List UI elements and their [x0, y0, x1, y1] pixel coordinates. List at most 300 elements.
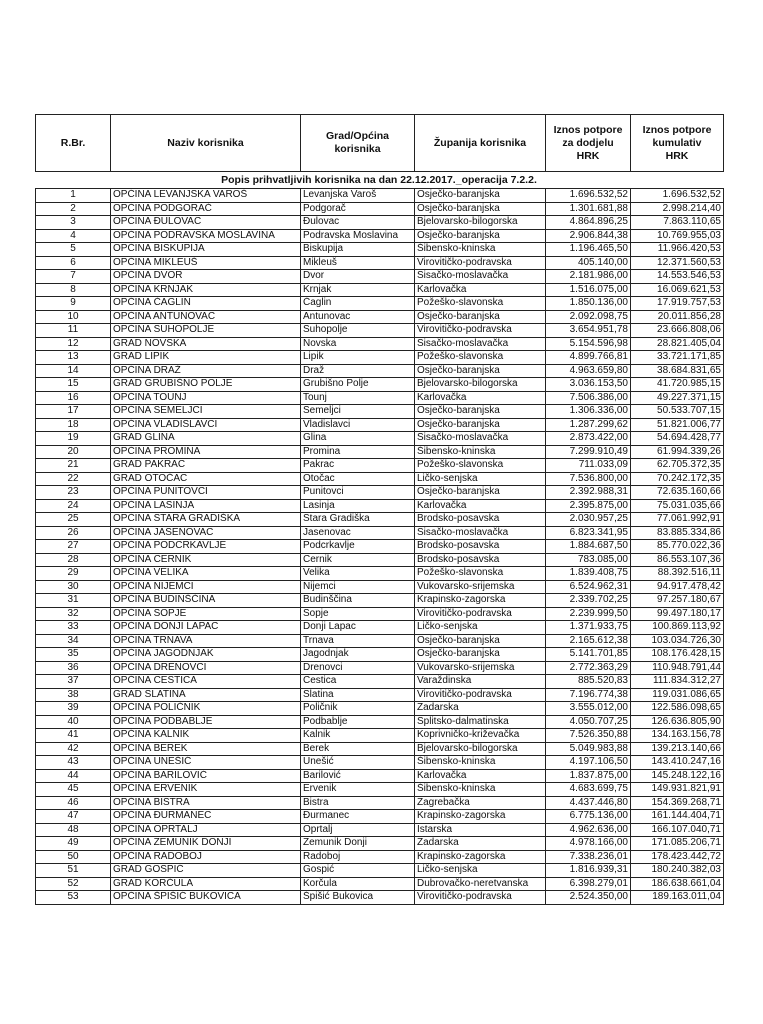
support-amount: 4.899.766,81	[546, 351, 631, 365]
beneficiary-name: OPĆINA NIJEMCI	[111, 580, 301, 594]
support-amount: 2.239.999,50	[546, 607, 631, 621]
header-kumulativ	[631, 115, 724, 172]
municipality: Bistra	[301, 796, 415, 810]
support-amount: 5.154.596,98	[546, 337, 631, 351]
cumulative-amount: 33.721.171,85	[631, 351, 724, 365]
row-number: 51	[36, 864, 111, 878]
row-number: 8	[36, 283, 111, 297]
beneficiary-name: OPĆINA SOPJE	[111, 607, 301, 621]
county: Karlovačka	[415, 391, 546, 405]
county: Osječko-baranjska	[415, 364, 546, 378]
header-iznos-line1: Iznos potpore	[553, 123, 623, 136]
row-number: 41	[36, 729, 111, 743]
row-number: 5	[36, 243, 111, 257]
beneficiary-name: OPĆINA LEVANJSKA VAROŠ	[111, 189, 301, 203]
municipality: Korčula	[301, 877, 415, 891]
county: Zagrebačka	[415, 796, 546, 810]
cumulative-amount: 186.638.661,04	[631, 877, 724, 891]
support-amount: 6.398.279,01	[546, 877, 631, 891]
municipality: Drenovci	[301, 661, 415, 675]
table-row	[36, 891, 724, 905]
support-amount: 4.050.707,25	[546, 715, 631, 729]
row-number: 25	[36, 513, 111, 527]
cumulative-amount: 145.248.122,16	[631, 769, 724, 783]
row-number: 35	[36, 648, 111, 662]
row-number: 15	[36, 378, 111, 392]
table-row	[36, 364, 724, 378]
county: Karlovačka	[415, 283, 546, 297]
table-row	[36, 526, 724, 540]
row-number: 18	[36, 418, 111, 432]
row-number: 24	[36, 499, 111, 513]
municipality: Stara Gradiška	[301, 513, 415, 527]
cumulative-amount: 61.994.339,26	[631, 445, 724, 459]
municipality: Pakrac	[301, 459, 415, 473]
table-row	[36, 324, 724, 338]
header-rbr: R.Br.	[36, 115, 111, 172]
support-amount: 1.884.687,50	[546, 540, 631, 554]
table-row	[36, 283, 724, 297]
cumulative-amount: 97.257.180,67	[631, 594, 724, 608]
table-row	[36, 823, 724, 837]
municipality: Velika	[301, 567, 415, 581]
cumulative-amount: 1.696.532,52	[631, 189, 724, 203]
table-row	[36, 580, 724, 594]
county: Osječko-baranjska	[415, 405, 546, 419]
row-number: 52	[36, 877, 111, 891]
beneficiary-name: GRAD NOVSKA	[111, 337, 301, 351]
cumulative-amount: 62.705.372,35	[631, 459, 724, 473]
beneficiary-name: GRAD KORČULA	[111, 877, 301, 891]
support-amount: 6.823.341,95	[546, 526, 631, 540]
beneficiary-name: OPĆINA VLADISLAVCI	[111, 418, 301, 432]
beneficiary-name: OPĆINA POLIČNIK	[111, 702, 301, 716]
beneficiary-name: OPĆINA PODBABLJE	[111, 715, 301, 729]
municipality: Promina	[301, 445, 415, 459]
header-iznos	[546, 115, 631, 172]
row-number: 49	[36, 837, 111, 851]
beneficiary-name: GRAD GOSPIĆ	[111, 864, 301, 878]
county: Koprivničko-križevačka	[415, 729, 546, 743]
support-amount: 3.555.012,00	[546, 702, 631, 716]
county: Ličko-senjska	[415, 864, 546, 878]
row-number: 45	[36, 783, 111, 797]
cumulative-amount: 12.371.560,53	[631, 256, 724, 270]
row-number: 10	[36, 310, 111, 324]
row-number: 53	[36, 891, 111, 905]
row-number: 21	[36, 459, 111, 473]
table-row	[36, 769, 724, 783]
support-amount: 7.506.386,00	[546, 391, 631, 405]
table-row	[36, 661, 724, 675]
municipality: Cestica	[301, 675, 415, 689]
table-row	[36, 243, 724, 257]
cumulative-amount: 38.684.831,65	[631, 364, 724, 378]
table-row	[36, 432, 724, 446]
beneficiary-name: OPĆINA SUHOPOLJE	[111, 324, 301, 338]
county: Požeško-slavonska	[415, 567, 546, 581]
cumulative-amount: 161.144.404,71	[631, 810, 724, 824]
table-row	[36, 540, 724, 554]
row-number: 47	[36, 810, 111, 824]
municipality: Antunovac	[301, 310, 415, 324]
support-amount: 1.839.408,75	[546, 567, 631, 581]
table-row	[36, 850, 724, 864]
cumulative-amount: 28.821.405,04	[631, 337, 724, 351]
cumulative-amount: 134.163.156,78	[631, 729, 724, 743]
municipality: Slatina	[301, 688, 415, 702]
municipality: Cernik	[301, 553, 415, 567]
municipality: Berek	[301, 742, 415, 756]
row-number: 42	[36, 742, 111, 756]
county: Požeško-slavonska	[415, 297, 546, 311]
cumulative-amount: 122.586.098,65	[631, 702, 724, 716]
table-row	[36, 877, 724, 891]
support-amount: 1.301.681,88	[546, 202, 631, 216]
support-amount: 405.140,00	[546, 256, 631, 270]
row-number: 50	[36, 850, 111, 864]
row-number: 14	[36, 364, 111, 378]
header-grad-line1: Grad/Općina	[325, 130, 389, 142]
beneficiary-name: OPĆINA BEREK	[111, 742, 301, 756]
table-row	[36, 837, 724, 851]
municipality: Ervenik	[301, 783, 415, 797]
table-row	[36, 513, 724, 527]
row-number: 37	[36, 675, 111, 689]
cumulative-amount: 139.213.140,66	[631, 742, 724, 756]
municipality: Radoboj	[301, 850, 415, 864]
table-row	[36, 391, 724, 405]
cumulative-amount: 126.636.805,90	[631, 715, 724, 729]
municipality: Biskupija	[301, 243, 415, 257]
county: Krapinsko-zagorska	[415, 594, 546, 608]
beneficiary-name: GRAD PAKRAC	[111, 459, 301, 473]
support-amount: 4.963.659,80	[546, 364, 631, 378]
support-amount: 1.196.465,50	[546, 243, 631, 257]
cumulative-amount: 103.034.726,30	[631, 634, 724, 648]
municipality: Jasenovac	[301, 526, 415, 540]
cumulative-amount: 99.497.180,17	[631, 607, 724, 621]
table-row	[36, 742, 724, 756]
table-row	[36, 459, 724, 473]
municipality: Špišić Bukovica	[301, 891, 415, 905]
municipality: Donji Lapac	[301, 621, 415, 635]
table-row	[36, 270, 724, 284]
row-number: 28	[36, 553, 111, 567]
beneficiary-name: OPĆINA ZEMUNIK DONJI	[111, 837, 301, 851]
cumulative-amount: 108.176.428,15	[631, 648, 724, 662]
table-row	[36, 202, 724, 216]
municipality: Nijemci	[301, 580, 415, 594]
beneficiary-name: OPĆINA TRNAVA	[111, 634, 301, 648]
table-row	[36, 216, 724, 230]
county: Šibensko-kninska	[415, 756, 546, 770]
cumulative-amount: 86.553.107,36	[631, 553, 724, 567]
row-number: 36	[36, 661, 111, 675]
beneficiary-name: OPĆINA OPRTALJ	[111, 823, 301, 837]
county: Osječko-baranjska	[415, 418, 546, 432]
cumulative-amount: 70.242.172,35	[631, 472, 724, 486]
table-row	[36, 621, 724, 635]
support-amount: 1.837.875,00	[546, 769, 631, 783]
beneficiary-name: OPĆINA PUNITOVCI	[111, 486, 301, 500]
cumulative-amount: 143.410.247,16	[631, 756, 724, 770]
row-number: 6	[36, 256, 111, 270]
beneficiary-name: OPĆINA KRNJAK	[111, 283, 301, 297]
support-amount: 1.816.939,31	[546, 864, 631, 878]
support-amount: 2.030.957,25	[546, 513, 631, 527]
row-number: 26	[36, 526, 111, 540]
municipality: Barilović	[301, 769, 415, 783]
support-amount: 6.775.136,00	[546, 810, 631, 824]
municipality: Tounj	[301, 391, 415, 405]
support-amount: 2.395.875,00	[546, 499, 631, 513]
beneficiary-name: OPĆINA MIKLEUŠ	[111, 256, 301, 270]
cumulative-amount: 154.369.268,71	[631, 796, 724, 810]
cumulative-amount: 23.666.808,06	[631, 324, 724, 338]
table-row	[36, 351, 724, 365]
support-amount: 2.165.612,38	[546, 634, 631, 648]
municipality: Podcrkavlje	[301, 540, 415, 554]
county: Požeško-slavonska	[415, 351, 546, 365]
row-number: 27	[36, 540, 111, 554]
row-number: 13	[36, 351, 111, 365]
cumulative-amount: 16.069.621,53	[631, 283, 724, 297]
table-row	[36, 337, 724, 351]
municipality: Trnava	[301, 634, 415, 648]
municipality: Semeljci	[301, 405, 415, 419]
table-row	[36, 810, 724, 824]
county: Požeško-slavonska	[415, 459, 546, 473]
cumulative-amount: 20.011.856,28	[631, 310, 724, 324]
county: Zadarska	[415, 702, 546, 716]
municipality: Glina	[301, 432, 415, 446]
county: Osječko-baranjska	[415, 229, 546, 243]
cumulative-amount: 75.031.035,66	[631, 499, 724, 513]
municipality: Podgorač	[301, 202, 415, 216]
row-number: 11	[36, 324, 111, 338]
row-number: 12	[36, 337, 111, 351]
beneficiary-name: GRAD GLINA	[111, 432, 301, 446]
municipality: Podbablje	[301, 715, 415, 729]
table-row	[36, 553, 724, 567]
header-kum-line3: HRK	[665, 149, 689, 162]
support-amount: 1.696.532,52	[546, 189, 631, 203]
county: Osječko-baranjska	[415, 189, 546, 203]
table-row	[36, 445, 724, 459]
beneficiary-name: OPĆINA BUDINŠČINA	[111, 594, 301, 608]
row-number: 3	[36, 216, 111, 230]
cumulative-amount: 85.770.022,36	[631, 540, 724, 554]
support-amount: 2.772.363,29	[546, 661, 631, 675]
cumulative-amount: 166.107.040,71	[631, 823, 724, 837]
county: Virovitičko-podravska	[415, 256, 546, 270]
support-amount: 711.033,09	[546, 459, 631, 473]
row-number: 4	[36, 229, 111, 243]
row-number: 19	[36, 432, 111, 446]
county: Osječko-baranjska	[415, 310, 546, 324]
row-number: 44	[36, 769, 111, 783]
table-row	[36, 648, 724, 662]
beneficiary-name: OPĆINA ĐULOVAC	[111, 216, 301, 230]
municipality: Podravska Moslavina	[301, 229, 415, 243]
table-row	[36, 297, 724, 311]
beneficiary-name: OPĆINA TOUNJ	[111, 391, 301, 405]
table-row	[36, 675, 724, 689]
county: Istarska	[415, 823, 546, 837]
municipality: Đurmanec	[301, 810, 415, 824]
municipality: Kalnik	[301, 729, 415, 743]
county: Krapinsko-zagorska	[415, 810, 546, 824]
table-row	[36, 405, 724, 419]
row-number: 29	[36, 567, 111, 581]
beneficiary-name: OPĆINA CERNIK	[111, 553, 301, 567]
header-iznos-line2: za dodjelu	[562, 136, 614, 149]
support-amount: 2.339.702,25	[546, 594, 631, 608]
municipality: Lipik	[301, 351, 415, 365]
table-row	[36, 472, 724, 486]
beneficiary-name: OPĆINA ČAGLIN	[111, 297, 301, 311]
county: Brodsko-posavska	[415, 513, 546, 527]
county: Virovitičko-podravska	[415, 607, 546, 621]
support-amount: 7.526.350,88	[546, 729, 631, 743]
table-row	[36, 796, 724, 810]
support-amount: 2.873.422,00	[546, 432, 631, 446]
table-title: Popis prihvatljivih korisnika na dan 22.12.2017._operacija 7.2.2.	[221, 174, 537, 186]
municipality: Đulovac	[301, 216, 415, 230]
support-amount: 7.338.236,01	[546, 850, 631, 864]
table-row	[36, 256, 724, 270]
header-kum-line1: Iznos potpore	[642, 123, 712, 136]
header-naziv: Naziv korisnika	[111, 115, 301, 172]
cumulative-amount: 50.533.707,15	[631, 405, 724, 419]
beneficiary-name: OPĆINA ANTUNOVAC	[111, 310, 301, 324]
municipality: Krnjak	[301, 283, 415, 297]
row-number: 39	[36, 702, 111, 716]
header-grad-line2: korisnika	[334, 143, 381, 155]
row-number: 33	[36, 621, 111, 635]
table-row	[36, 783, 724, 797]
county: Sisačko-moslavačka	[415, 432, 546, 446]
row-number: 34	[36, 634, 111, 648]
county: Brodsko-posavska	[415, 540, 546, 554]
cumulative-amount: 178.423.442,72	[631, 850, 724, 864]
county: Bjelovarsko-bilogorska	[415, 216, 546, 230]
county: Virovitičko-podravska	[415, 688, 546, 702]
municipality: Jagodnjak	[301, 648, 415, 662]
beneficiary-name: GRAD GRUBIŠNO POLJE	[111, 378, 301, 392]
county: Osječko-baranjska	[415, 202, 546, 216]
cumulative-amount: 171.085.206,71	[631, 837, 724, 851]
row-number: 48	[36, 823, 111, 837]
beneficiary-name: OPĆINA RADOBOJ	[111, 850, 301, 864]
municipality: Poličnik	[301, 702, 415, 716]
county: Sisačko-moslavačka	[415, 270, 546, 284]
cumulative-amount: 110.948.791,44	[631, 661, 724, 675]
table-row	[36, 729, 724, 743]
beneficiary-name: OPĆINA DVOR	[111, 270, 301, 284]
municipality: Lasinja	[301, 499, 415, 513]
support-amount: 4.978.166,00	[546, 837, 631, 851]
beneficiary-name: OPĆINA SEMELJCI	[111, 405, 301, 419]
support-amount: 1.850.136,00	[546, 297, 631, 311]
municipality: Levanjska Varoš	[301, 189, 415, 203]
beneficiary-name: OPĆINA BISTRA	[111, 796, 301, 810]
support-amount: 885.520,83	[546, 675, 631, 689]
table-row	[36, 189, 724, 203]
support-amount: 4.864.896,25	[546, 216, 631, 230]
support-amount: 7.299.910,49	[546, 445, 631, 459]
header-zupanija: Županija korisnika	[415, 115, 546, 172]
support-amount: 1.371.933,75	[546, 621, 631, 635]
table-row	[36, 418, 724, 432]
county: Ličko-senjska	[415, 621, 546, 635]
cumulative-amount: 189.163.011,04	[631, 891, 724, 905]
cumulative-amount: 17.919.757,53	[631, 297, 724, 311]
county: Virovitičko-podravska	[415, 324, 546, 338]
beneficiary-name: OPĆINA DRAŽ	[111, 364, 301, 378]
beneficiary-name: OPĆINA UNEŠIĆ	[111, 756, 301, 770]
table-row	[36, 756, 724, 770]
support-amount: 5.141.701,85	[546, 648, 631, 662]
county: Šibensko-kninska	[415, 783, 546, 797]
municipality: Suhopolje	[301, 324, 415, 338]
support-amount: 1.516.075,00	[546, 283, 631, 297]
support-amount: 2.392.988,31	[546, 486, 631, 500]
beneficiary-name: OPĆINA PROMINA	[111, 445, 301, 459]
table-row	[36, 229, 724, 243]
beneficiary-name: GRAD LIPIK	[111, 351, 301, 365]
municipality: Mikleuš	[301, 256, 415, 270]
cumulative-amount: 51.821.006,77	[631, 418, 724, 432]
municipality: Unešić	[301, 756, 415, 770]
support-amount: 4.683.699,75	[546, 783, 631, 797]
cumulative-amount: 2.998.214,40	[631, 202, 724, 216]
county: Karlovačka	[415, 769, 546, 783]
cumulative-amount: 83.885.334,86	[631, 526, 724, 540]
county: Bjelovarsko-bilogorska	[415, 378, 546, 392]
support-amount: 7.536.800,00	[546, 472, 631, 486]
cumulative-amount: 180.240.382,03	[631, 864, 724, 878]
row-number: 32	[36, 607, 111, 621]
row-number: 9	[36, 297, 111, 311]
header-grad	[301, 115, 415, 172]
support-amount: 3.654.951,78	[546, 324, 631, 338]
cumulative-amount: 119.031.086,65	[631, 688, 724, 702]
county: Sisačko-moslavačka	[415, 337, 546, 351]
table-row	[36, 378, 724, 392]
beneficiary-name: OPĆINA VELIKA	[111, 567, 301, 581]
cumulative-amount: 49.227.371,15	[631, 391, 724, 405]
cumulative-amount: 77.061.992,91	[631, 513, 724, 527]
table-row	[36, 702, 724, 716]
county: Dubrovačko-neretvanska	[415, 877, 546, 891]
table-row	[36, 567, 724, 581]
beneficiary-name: OPĆINA PODRAVSKA MOSLAVINA	[111, 229, 301, 243]
cumulative-amount: 72.635.160,66	[631, 486, 724, 500]
header-kum-line2: kumulativ	[652, 136, 702, 149]
cumulative-amount: 10.769.955,03	[631, 229, 724, 243]
county: Splitsko-dalmatinska	[415, 715, 546, 729]
beneficiary-name: OPĆINA ŠPIŠIĆ BUKOVICA	[111, 891, 301, 905]
row-number: 30	[36, 580, 111, 594]
support-amount: 2.181.986,00	[546, 270, 631, 284]
table-row	[36, 310, 724, 324]
table-row	[36, 607, 724, 621]
row-number: 22	[36, 472, 111, 486]
county: Karlovačka	[415, 499, 546, 513]
county: Šibensko-kninska	[415, 243, 546, 257]
